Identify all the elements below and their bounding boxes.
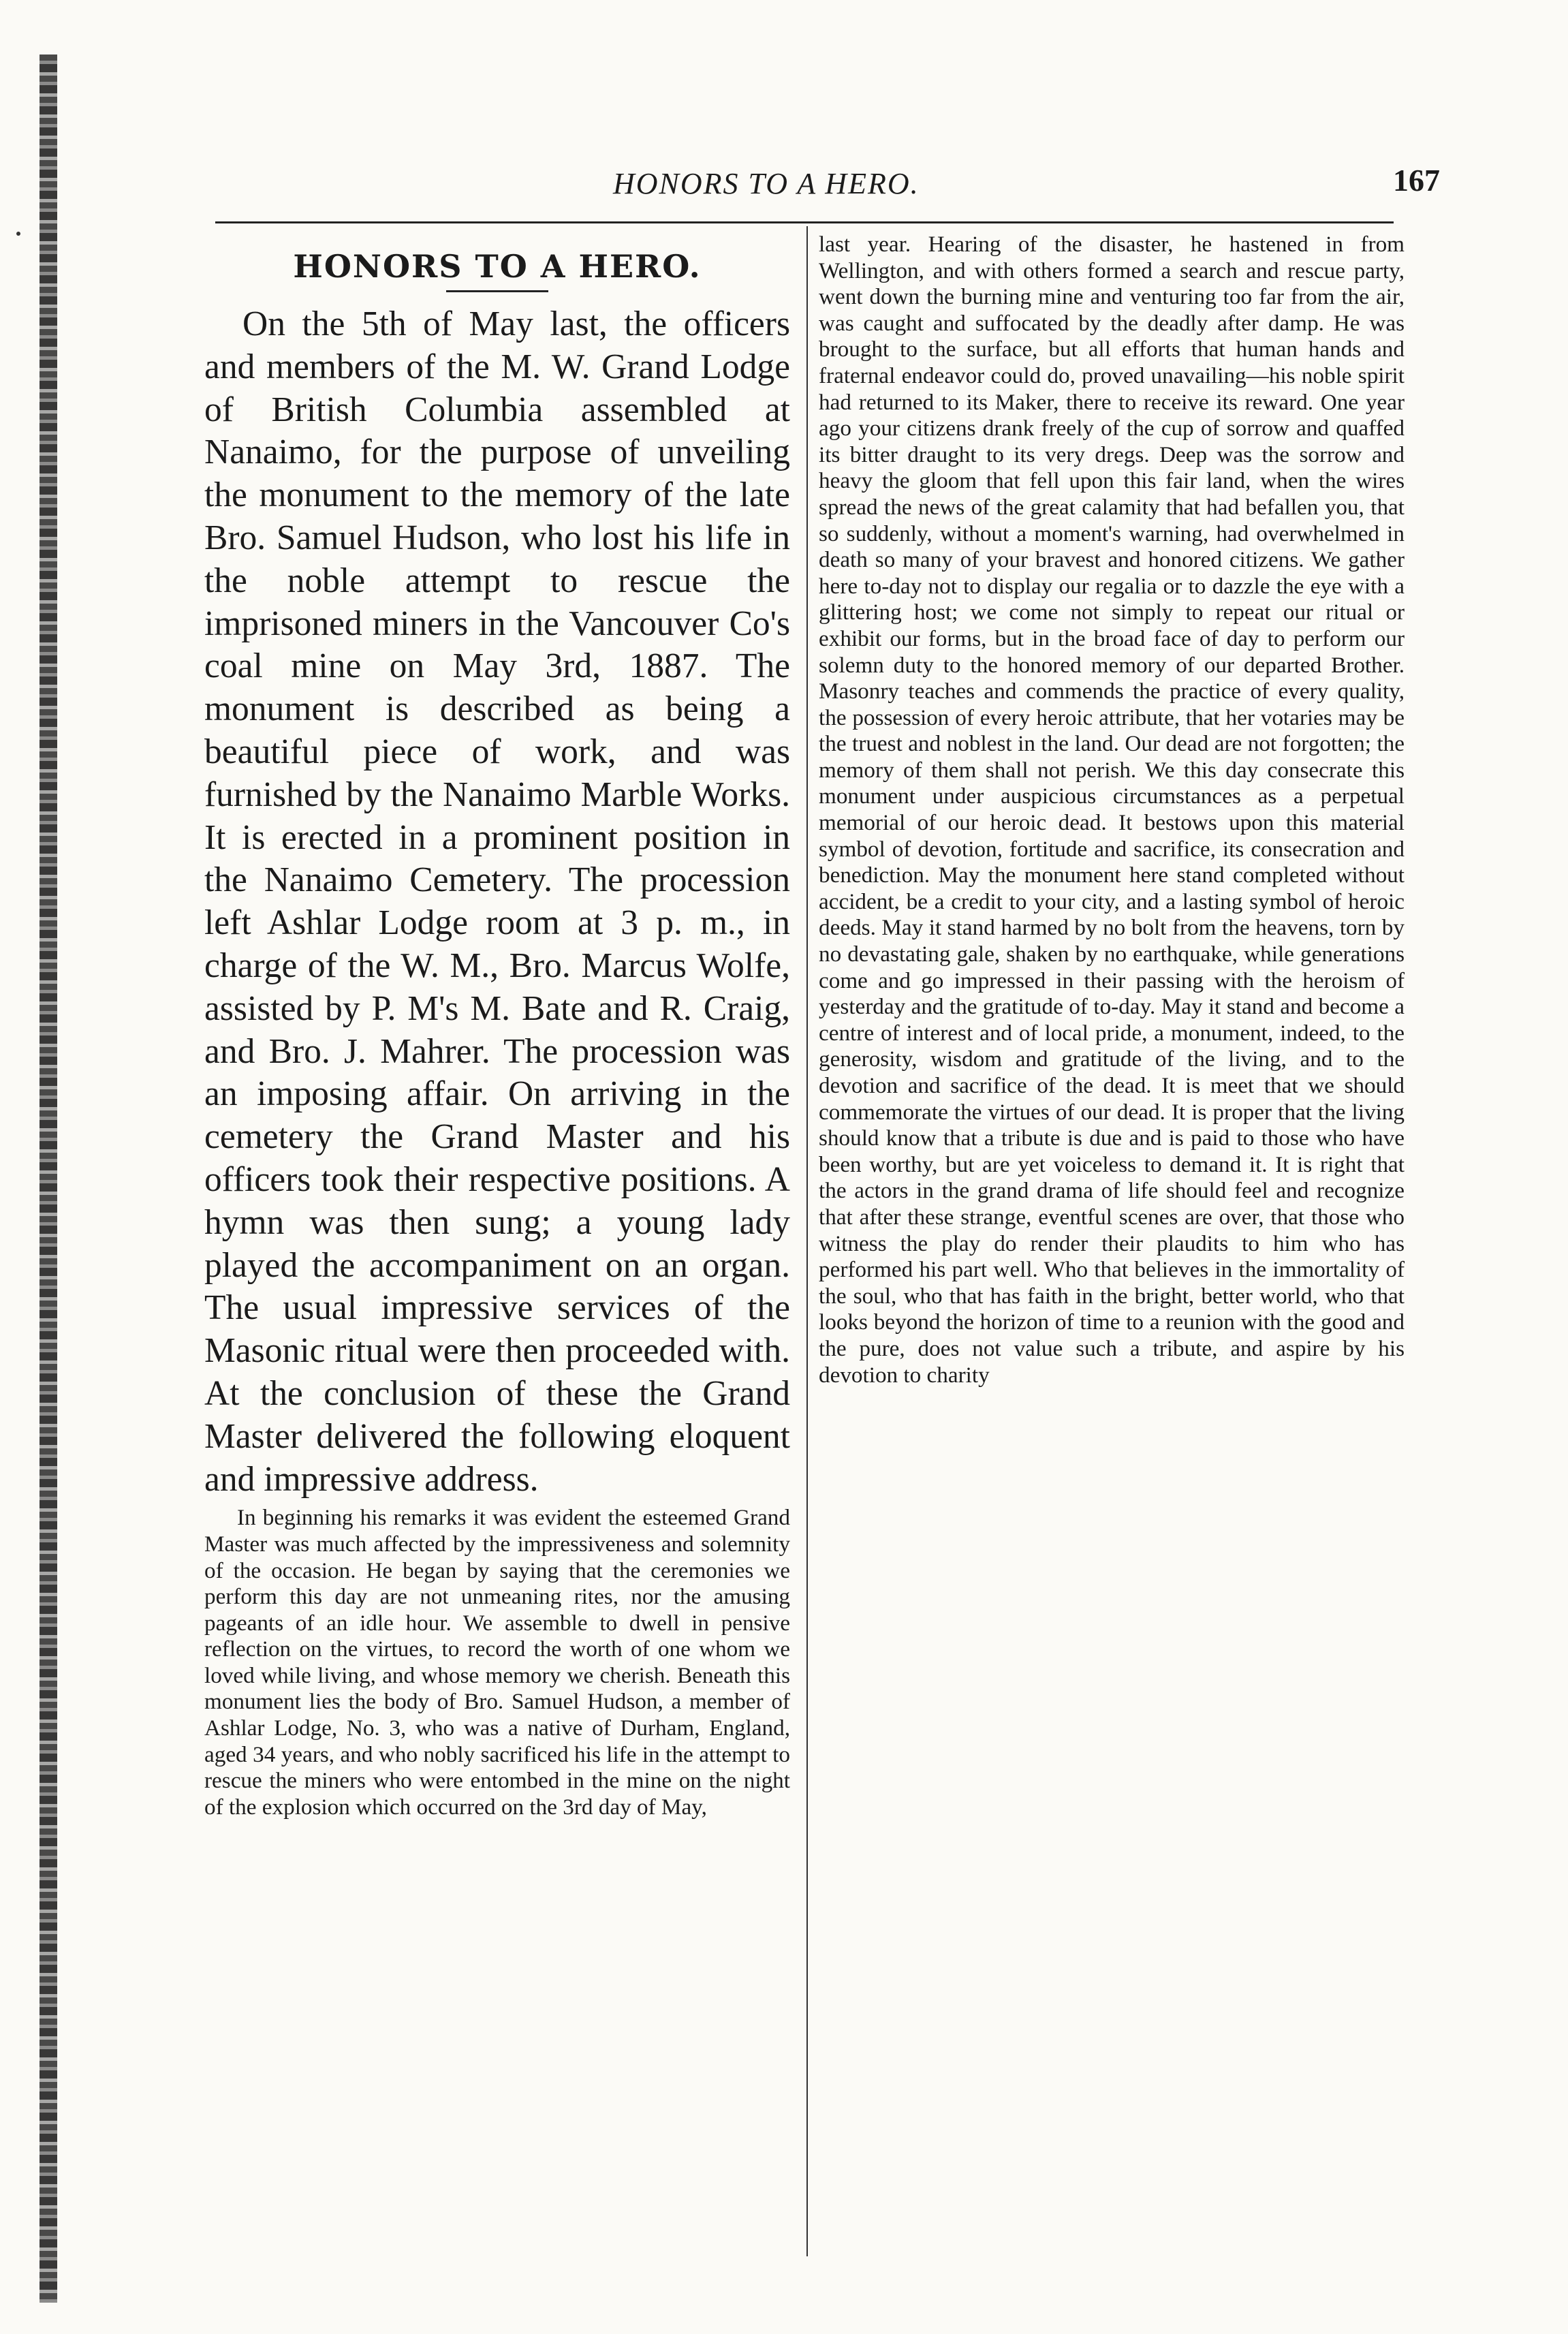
header-rule: [215, 221, 1394, 223]
right-column: [819, 232, 1405, 1388]
title-rule: [446, 290, 548, 292]
left-column: [204, 232, 790, 1820]
address-continuation: last year. Hearing of the disaster, he hastened in from Wellington, and with others formed a search and rescue party, went down the burning mine and venturing too far from the air, was caught and suffocated by the deadly after damp. He was brought to the surface, but all efforts that human hands and fraternal endeavor could do, proved unavailing—his noble spirit had returned to its Maker, there to receive its reward. One year ago your citizens drank freely of the cup of sorrow and quaffed its bitter draught to its very dregs. Deep was the sorrow and heavy the gloom that fell upon this fair land, when the wires spread the news of the great calamity that had befallen you, that so suddenly, without a moment's warning, had overwhelmed in death so many of your bravest and honored citizens. We gather here to-day not to display our regalia or to dazzle the eye with a glittering host; we come not simply to repeat our ritual or exhibit our forms, but in the broad face of day to perform our solemn duty to the honored memory of our departed Brother. Masonry teaches and commends the practice of every quality, the possession of every heroic attribute, that her votaries may be the truest and noblest in the land. Our dead are not forgotten; the memory of them shall not perish. We this day consecrate this monument under auspicious circumstances as a perpetual memorial of our heroic dead. It bestows upon this material symbol of devotion, fortitude and sacrifice, its consecration and benediction. May the monument here stand completed without accident, be a credit to your city, and a lasting symbol of heroic deeds. May it stand harmed by no bolt from the heavens, torn by no devastating gale, shaken by no earthquake, while generations come and go impressed in their passing with the heroism of yesterday and the gratitude of to-day. May it stand and become a centre of interest and of local pride, a monument, indeed, to the generosity, wisdom and gratitude of the living, and to the devotion and sacrifice of the dead. It is meet that we should commemorate the virtues of our dead. It is proper that the living should know that a tribute is due and is paid to those who have been worthy, but are yet voiceless to demand it. It is right that the actors in the grand drama of life should feel and recognize that after these strange, eventful scenes are over, that those who witness the play do render their plaudits to him who has performed his part well. Who that believes in the immortality of the soul, who that has faith in the bright, better world, who that looks beyond the horizon of time to a reunion with the good and the pure, does not value such a tribute, and aspire by his devotion to charity: [819, 232, 1405, 1388]
page-number: 167: [1393, 163, 1440, 198]
margin-speck: [16, 232, 20, 236]
column-divider: [806, 226, 808, 2256]
address-paragraph: In beginning his remarks it was evident the esteemed Grand Master was much affected by the impressiveness and solemnity of the occasion. He began by saying that the ceremonies we perform this day are not unmeaning rites, nor the amusing pageants of an idle hour. We assemble to dwell in pensive reflection on the virtues, to record the worth of one whom we loved while living, and whose memory we cherish. Beneath this monument lies the body of Bro. Samuel Hudson, a member of Ashlar Lodge, No. 3, who was a native of Durham, England, aged 34 years, and who nobly sacrificed his life in the attempt to rescue the miners who were entombed in the mine on the night of the explosion which occurred on the 3rd day of May,: [204, 1505, 790, 1820]
book-spine-edge: [40, 55, 57, 2303]
article-title: HONORS TO A HERO.: [293, 248, 702, 285]
running-head: HONORS TO A HERO.: [613, 167, 920, 200]
lead-paragraph: On the 5th of May last, the officers and members of the M. W. Grand Lodge of British Columbia assembled at Nanaimo, for the purpose of unveiling the monument to the memory of the late Bro. Samuel Hudson, who lost his life in the noble attempt to rescue the imprisoned miners in the Vancouver Co's coal mine on May 3rd, 1887. The monument is described as being a beautiful piece of work, and was furnished by the Nanaimo Marble Works. It is erected in a prominent position in the Nanaimo Cemetery. The procession left Ashlar Lodge room at 3 p. m., in charge of the W. M., Bro. Marcus Wolfe, assisted by P. M's M. Bate and R. Craig, and Bro. J. Mahrer. The procession was an imposing affair. On arriving in the cemetery the Grand Master and his officers took their respective positions. A hymn was then sung; a young lady played the accompaniment on an organ. The usual impressive services of the Masonic ritual were then proceeded with. At the conclusion of these the Grand Master delivered the following eloquent and impressive address.: [204, 305, 790, 1499]
